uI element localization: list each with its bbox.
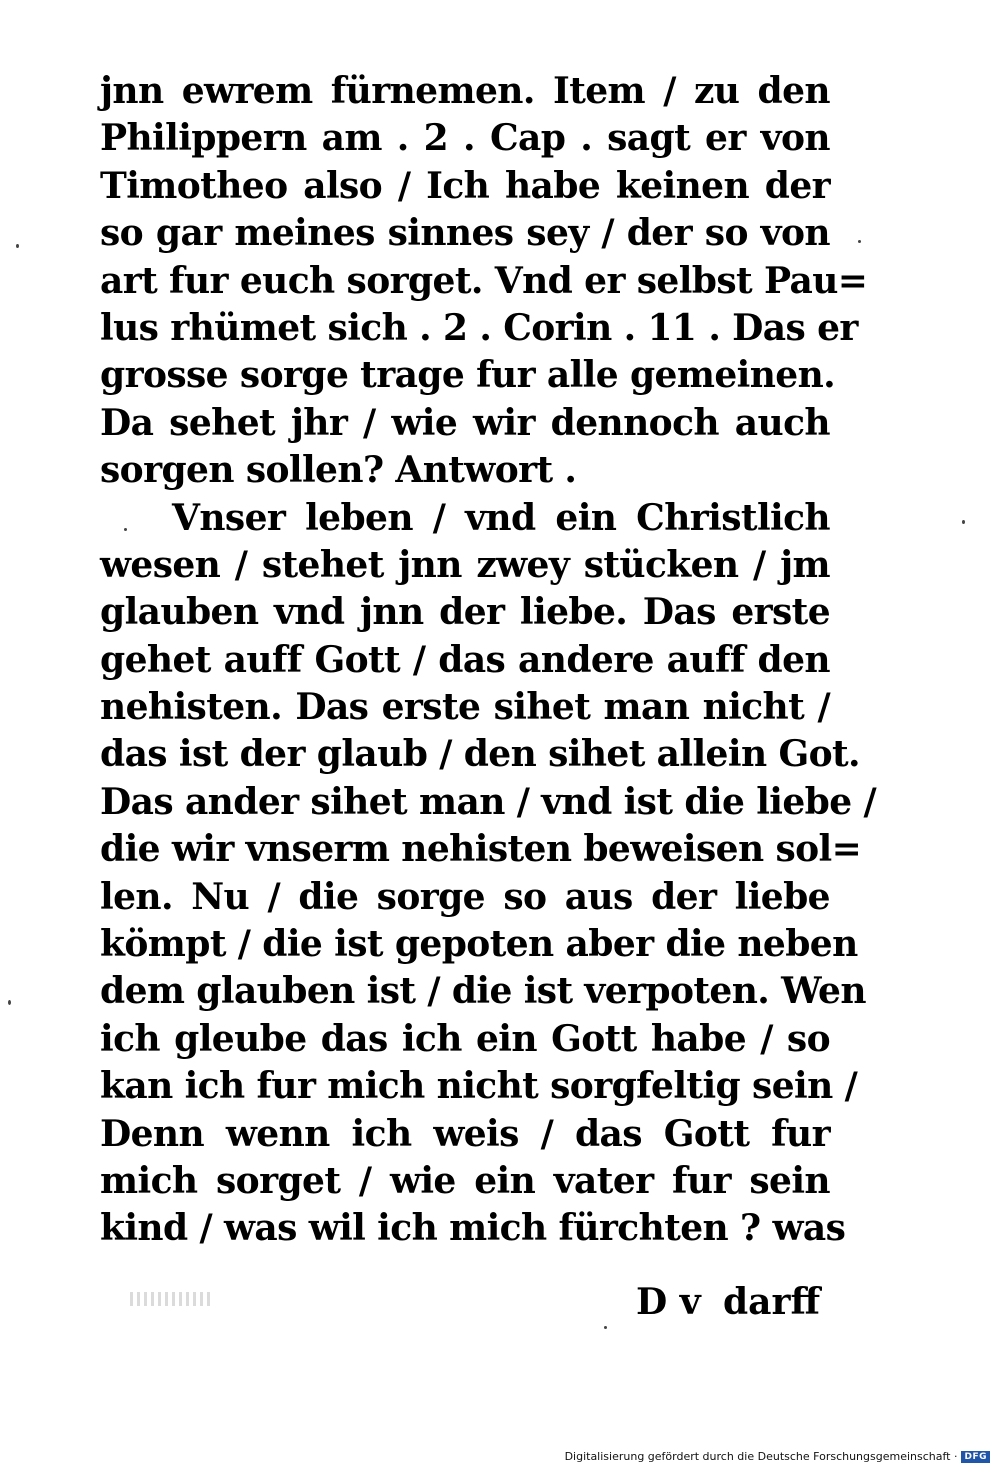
- text-line: sorgen sollen? Antwort .: [100, 449, 577, 492]
- text-line: gehet auff Gott / das andere auff den: [100, 638, 830, 681]
- text-line: dem glauben ist / die ist verpoten. Wen: [100, 970, 866, 1013]
- text-line: ich gleube das ich ein Gott habe / so: [100, 1017, 830, 1060]
- text-line: jnn ewrem fürnemen. Item / zu den: [100, 70, 830, 112]
- ink-speck: [8, 1000, 11, 1005]
- text-line: Denn wenn ich weis / das Gott fur: [100, 1112, 830, 1155]
- footer-text: Digitalisierung gefördert durch die Deutsche Forschungsgemeinschaft ·: [564, 1450, 958, 1463]
- text-line: Das ander sihet man / vnd ist die liebe /: [100, 780, 877, 823]
- text-line: nehisten. Das erste sihet man nicht /: [100, 686, 830, 729]
- signature-mark: D v: [636, 1281, 701, 1323]
- digitization-footer: [565, 1450, 990, 1463]
- text-block: [100, 68, 877, 1253]
- text-line: so gar meines sinnes sey / der so von: [100, 212, 830, 255]
- text-line: wesen / stehet jnn zwey stücken / jm: [100, 543, 830, 586]
- ink-speck: [962, 520, 965, 524]
- text-line: glauben vnd jnn der liebe. Das erste: [100, 591, 830, 634]
- text-line: kömpt / die ist gepoten aber die neben: [100, 923, 858, 966]
- text-line: Philippern am . 2 . Cap . sagt er von: [100, 117, 830, 160]
- text-line: Vnser leben / vnd ein Christlich: [172, 496, 830, 539]
- text-line: kan ich fur mich nicht sorgfeltig sein /: [100, 1065, 858, 1108]
- dfg-logo: DFG: [961, 1451, 990, 1463]
- ink-speck: [16, 244, 19, 248]
- text-line: Timotheo also / Ich habe keinen der: [100, 164, 830, 207]
- text-line: Da sehet jhr / wie wir dennoch auch: [100, 401, 830, 444]
- text-line: die wir vnserm nehisten beweisen sol=: [100, 828, 862, 871]
- text-line: art fur euch sorget. Vnd er selbst Pau=: [100, 259, 868, 302]
- text-line: lus rhümet sich . 2 . Corin . 11 . Das er: [100, 306, 858, 349]
- text-line: len. Nu / die sorge so aus der liebe: [100, 875, 830, 918]
- text-line: mich sorget / wie ein vater fur sein: [100, 1159, 830, 1202]
- ink-speck: [124, 528, 127, 531]
- ink-speck: [604, 1326, 607, 1329]
- catchword: darff: [722, 1281, 820, 1323]
- text-line: das ist der glaub / den sihet allein Got.: [100, 733, 860, 776]
- text-line: kind / was wil ich mich fürchten ? was: [100, 1207, 846, 1250]
- faint-bleed-through: [130, 1292, 212, 1306]
- ink-speck: [858, 240, 861, 243]
- text-line: grosse sorge trage fur alle gemeinen.: [100, 354, 836, 397]
